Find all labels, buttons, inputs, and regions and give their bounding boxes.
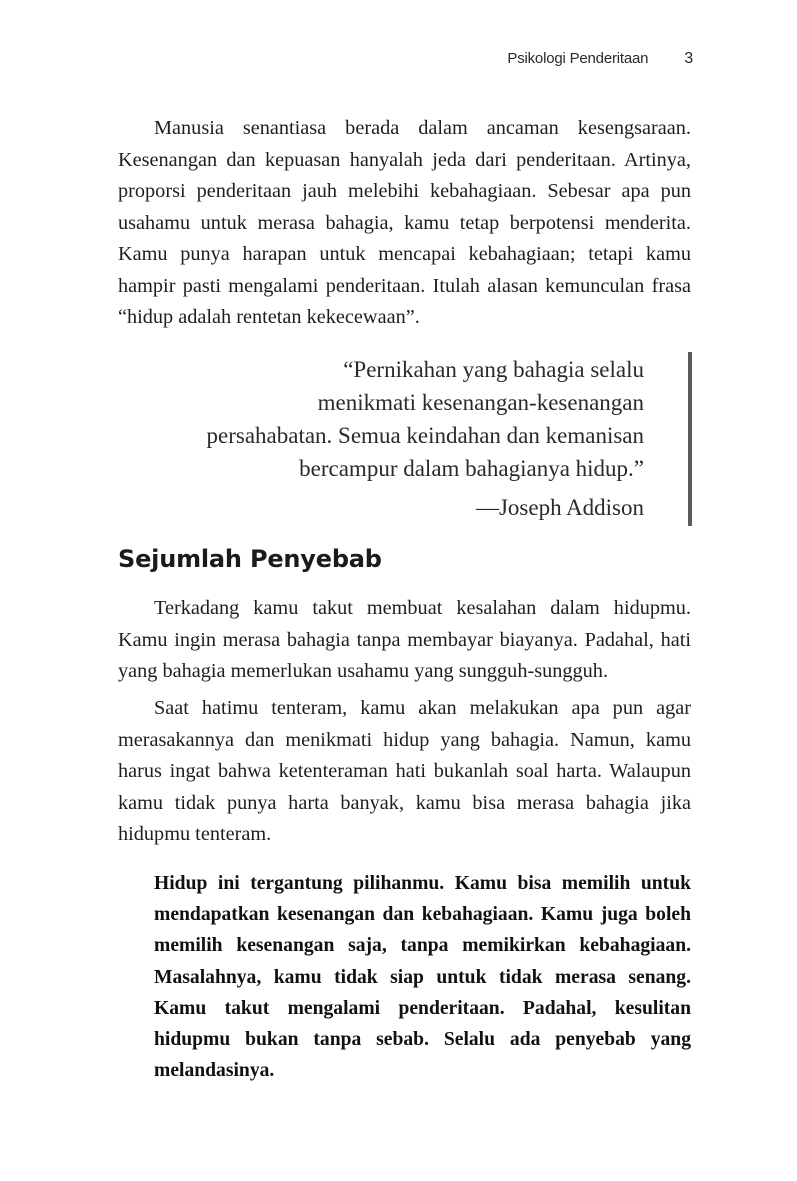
quote-line-4: bercampur dalam bahagianya hidup.” — [299, 456, 644, 481]
section-heading: Sejumlah Penyebab — [118, 545, 382, 573]
body-paragraph-3: Saat hatimu tenteram, kamu akan melakukan apa pun agar merasakannya dan menikmati hidup yang bahagia. Namun, kamu harus ingat bahwa ketenteraman hati bukanlah soal harta. Walaupun kamu tidak punya harta banyak, kamu bisa merasa bahagia jika hidupmu tenteram. — [118, 697, 691, 845]
quote-author: —Joseph Addison — [475, 495, 644, 520]
running-header-title: Psikologi Penderitaan — [507, 50, 649, 67]
running-header — [507, 50, 693, 68]
quote-line-3: persahabatan. Semua keindahan dan kemanisan — [206, 423, 644, 448]
body-paragraph-1: Manusia senantiasa berada dalam ancaman kesengsaraan. Kesenangan dan kepuasan hanyalah jeda dari penderitaan. Artinya, proporsi penderitaan jauh melebihi kebahagiaan. Sebesar apa pun usahamu untuk merasa bahagia, kamu tetap berpotensi menderita. Kamu punya harapan untuk mencapai kebahagiaan; tetapi kamu hampir pasti mengalami penderitaan. Itulah alasan kemunculan frasa “hidup adalah rentetan kekecewaan”. — [118, 117, 691, 328]
emphasis-block: Hidup ini tergantung pilihanmu. Kamu bisa memilih untuk mendapatkan kesenangan dan kebahagiaan. Kamu juga boleh memilih kesenangan saja, tanpa memikirkan kebahagiaan. Masalahnya, kamu tidak siap untuk tidak merasa senang. Kamu takut mengalami penderitaan. Padahal, kesulitan hidupmu bukan tanpa sebab. Selalu ada penyebab yang melandasinya. — [154, 873, 691, 1082]
page-number: 3 — [684, 50, 693, 67]
quote-line-1: “Pernikahan yang bahagia selalu — [343, 357, 644, 382]
quote-bar — [688, 352, 692, 526]
body-paragraph-2: Terkadang kamu takut membuat kesalahan dalam hidupmu. Kamu ingin merasa bahagia tanpa membayar biayanya. Padahal, hati yang bahagia memerlukan usahamu yang sungguh-sungguh. — [118, 597, 691, 682]
pull-quote — [118, 353, 644, 485]
quote-line-2: menikmati kesenangan-kesenangan — [317, 390, 644, 415]
